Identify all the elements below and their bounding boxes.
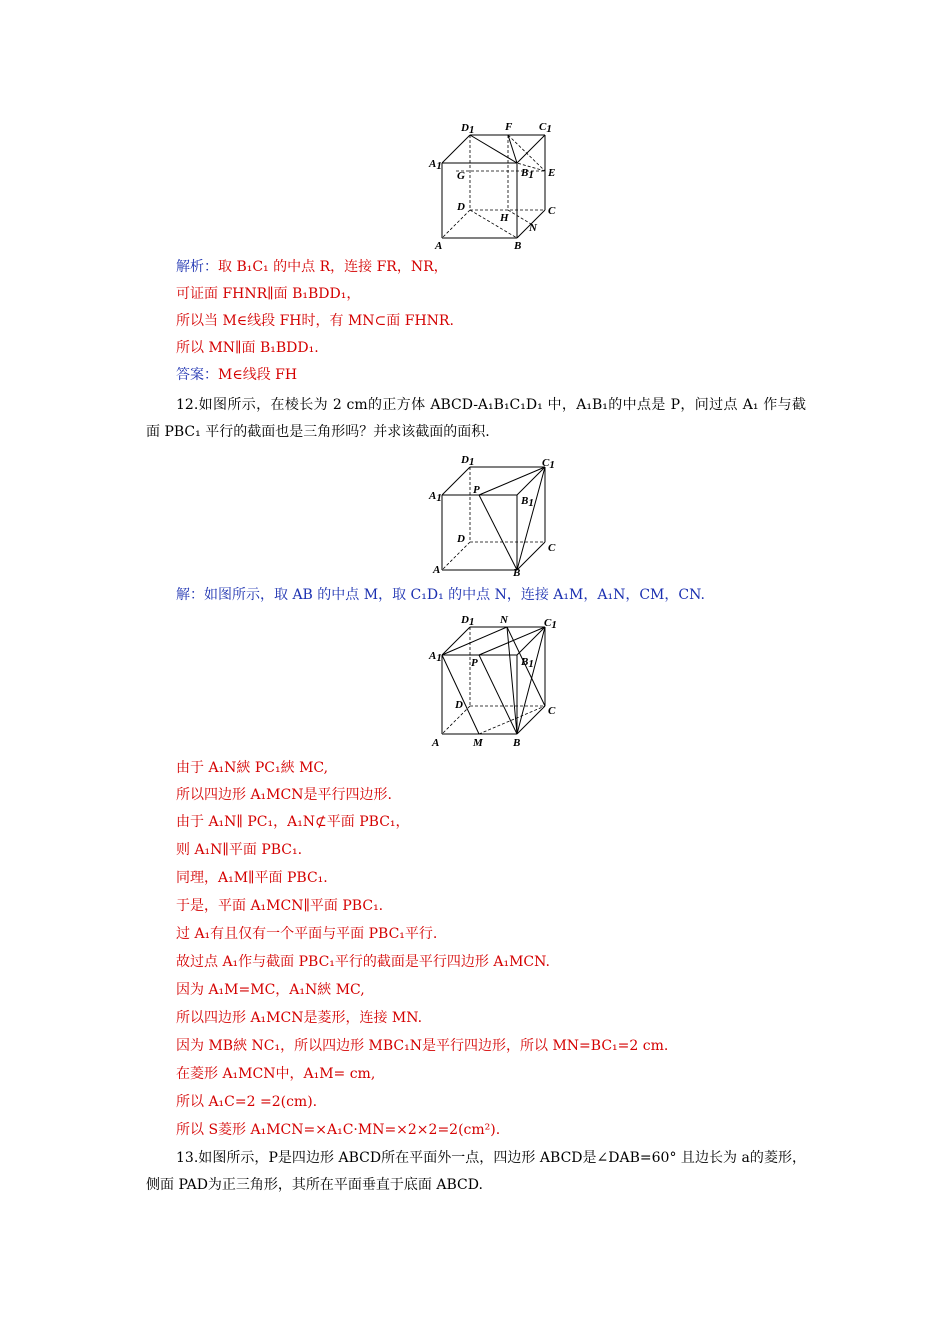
svg-text:B: B xyxy=(514,240,522,252)
solution-label: 解析： xyxy=(176,259,218,275)
solution-12-line-7: 过 A₁有且仅有一个平面与平面 PBC₁平行. xyxy=(176,926,438,942)
solution-12-line-12: 在菱形 A₁MCN中，A₁M= cm, xyxy=(176,1066,376,1082)
cube-figure-2 xyxy=(425,450,565,580)
svg-text:A1: A1 xyxy=(429,490,442,504)
svg-text:G: G xyxy=(457,170,465,182)
solution-12-line-6: 于是，平面 A₁MCN∥平面 PBC₁. xyxy=(176,898,384,914)
svg-text:N: N xyxy=(529,222,537,234)
problem-13-text: 13.如图所示，P是四边形 ABCD所在平面外一点，四边形 ABCD是∠DAB=60° 且边长为 a的菱形，侧面 PAD为正三角形，其所在平面垂直于底面 ABCD. xyxy=(146,1150,806,1193)
cube-figure-3 xyxy=(425,610,565,750)
solution-12-line-1: 由于 A₁N綊 PC₁綊 MC, xyxy=(176,760,329,776)
solution-12-line-8: 故过点 A₁作与截面 PBC₁平行的截面是平行四边形 A₁MCN. xyxy=(176,954,550,970)
svg-text:B1: B1 xyxy=(521,656,534,670)
solution-12-line-3: 由于 A₁N∥ PC₁，A₁N⊄平面 PBC₁， xyxy=(176,814,410,830)
solution-12-line-10: 所以四边形 A₁MCN是菱形，连接 MN. xyxy=(176,1010,423,1026)
solution-12-line-11: 因为 MB綊 NC₁，所以四边形 MBC₁N是平行四边形，所以 MN=BC₁=2 cm. xyxy=(176,1038,669,1054)
solution-12-line-2: 所以四边形 A₁MCN是平行四边形. xyxy=(176,787,392,803)
svg-text:B: B xyxy=(513,567,521,579)
solution-11-line-4: 所以 MN∥面 B₁BDD₁. xyxy=(176,340,319,356)
svg-text:B1: B1 xyxy=(521,495,534,509)
solution-12-line-5: 同理，A₁M∥平面 PBC₁. xyxy=(176,870,328,886)
svg-text:B1: B1 xyxy=(521,167,534,181)
solution-12-intro: 解：如图所示，取 AB 的中点 M，取 C₁D₁ 的中点 N，连接 A₁M，A₁N，CM，CN. xyxy=(176,587,705,603)
svg-text:A1: A1 xyxy=(429,158,442,172)
answer-line xyxy=(176,365,297,385)
svg-text:P: P xyxy=(471,657,478,669)
svg-text:C: C xyxy=(548,705,556,717)
svg-text:C1: C1 xyxy=(544,617,557,631)
svg-text:C: C xyxy=(548,542,556,554)
svg-text:D: D xyxy=(457,533,465,545)
svg-text:P: P xyxy=(473,484,480,496)
solution-11-line-3: 所以当 M∈线段 FH时，有 MN⊂面 FHNR. xyxy=(176,313,454,329)
answer-label: 答案： xyxy=(176,367,218,383)
problem-12-text: 12.如图所示，在棱长为 2 cm的正方体 ABCD-A₁B₁C₁D₁ 中，A₁B₁的中点是 P，问过点 A₁ 作与截面 PBC₁ 平行的截面也是三角形吗？并求该截面的面积. xyxy=(146,397,806,440)
svg-text:C1: C1 xyxy=(539,121,552,135)
svg-text:A: A xyxy=(432,737,440,749)
solution-12-line-13: 所以 A₁C=2 =2(cm). xyxy=(176,1094,318,1110)
solution-11-line-1: 解析：取 B₁C₁ 的中点 R，连接 FR，NR， xyxy=(176,259,448,275)
svg-text:A: A xyxy=(433,564,441,576)
svg-text:M: M xyxy=(473,737,483,749)
svg-text:B: B xyxy=(513,737,521,749)
solution-12-line-4: 则 A₁N∥平面 PBC₁. xyxy=(176,842,303,858)
svg-text:C1: C1 xyxy=(542,457,555,471)
cube-figure-1 xyxy=(425,118,565,253)
svg-text:D: D xyxy=(455,699,463,711)
svg-text:D1: D1 xyxy=(461,614,475,628)
answer-value: M∈线段 FH xyxy=(218,367,298,383)
solution-12-line-9: 因为 A₁M=MC，A₁N綊 MC, xyxy=(176,982,365,998)
svg-text:F: F xyxy=(505,121,513,133)
solution-12-line-14: 所以 S菱形 A₁MCN=×A₁C·MN=×2×2=2(cm²). xyxy=(176,1122,501,1138)
svg-text:E: E xyxy=(548,167,556,179)
svg-text:D1: D1 xyxy=(461,454,475,468)
svg-text:C: C xyxy=(548,205,556,217)
svg-text:D1: D1 xyxy=(461,122,475,136)
svg-text:D: D xyxy=(457,201,465,213)
svg-text:A: A xyxy=(435,240,443,252)
svg-text:A1: A1 xyxy=(429,650,442,664)
solution-11-line-2: 可证面 FHNR∥面 B₁BDD₁， xyxy=(176,286,361,302)
svg-text:N: N xyxy=(500,614,508,626)
svg-text:H: H xyxy=(500,212,509,224)
